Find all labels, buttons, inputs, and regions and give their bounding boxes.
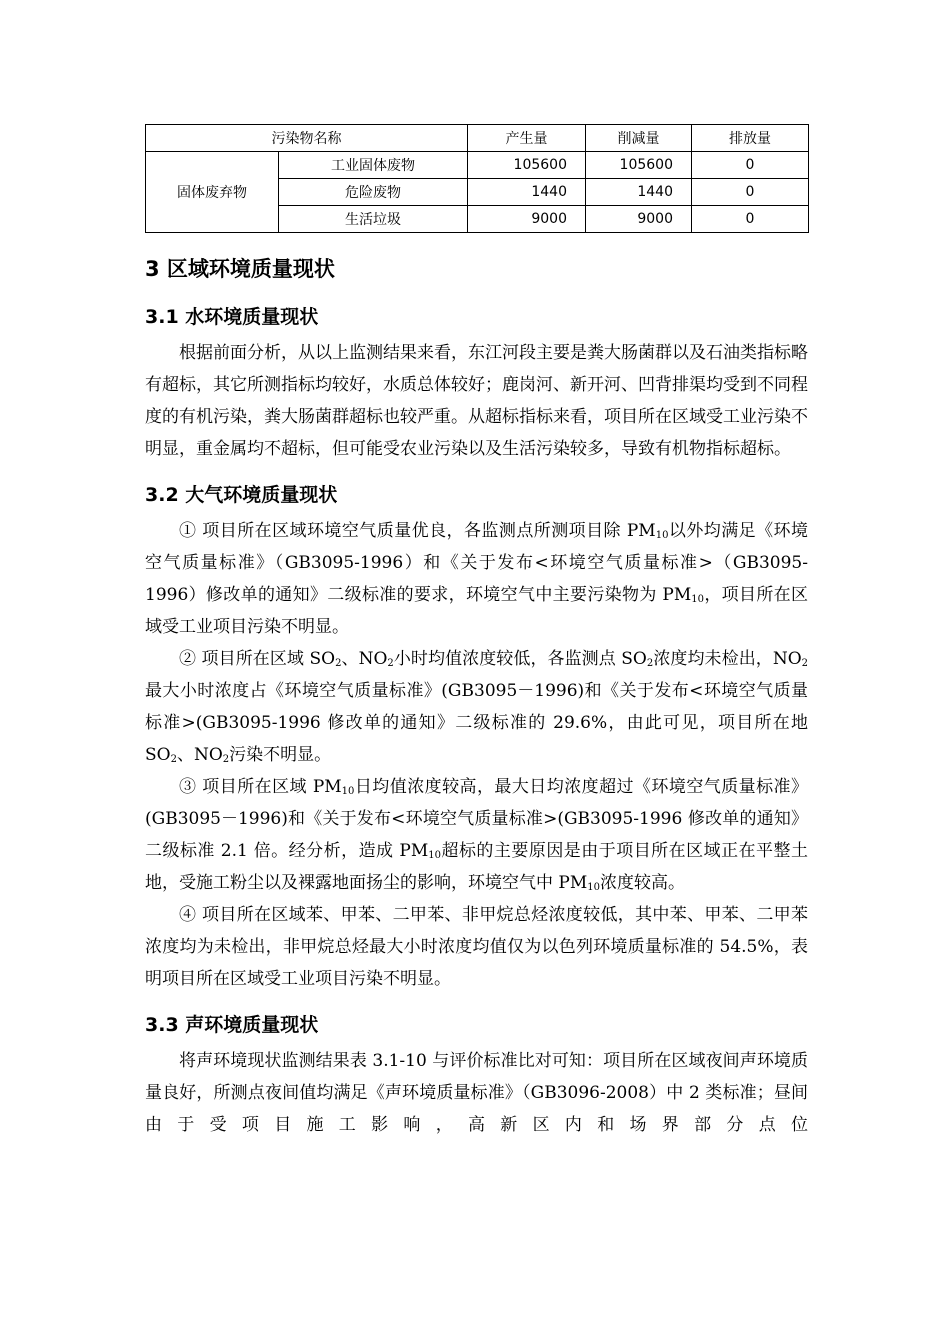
air-paragraph-3: ③ 项目所在区域 $PM_{10}$日均值浓度较高，最大日均浓度超过《环境空气质量标准》(GB3095－1996)和《关于发布<环境空气质量标准>(GB3095-1996 修改单的通知》二级标准 2.1 倍。经分析，造成 $PM_{10}$超标的主要原因是由于项目所在区域正在平整土地，受施工粉尘以及裸露地面扬尘的影响，环境空气中 $PM_{10}$浓度较高。 (145, 777, 809, 893)
section-3-heading: 3 区域环境质量现状 (145, 257, 335, 281)
row-emitted: 0 (692, 152, 809, 179)
row-reduced: 9000 (586, 206, 692, 233)
table-row (146, 152, 809, 179)
document-page (145, 124, 808, 1141)
section-3-3-heading: 3.3 声环境质量现状 (145, 1014, 319, 1036)
header-reduced: 削减量 (586, 125, 692, 152)
row-produced: 1440 (468, 179, 586, 206)
air-paragraph-4: ④ 项目所在区域苯、甲苯、二甲苯、非甲烷总烃浓度较低，其中苯、甲苯、二甲苯浓度均为未检出，非甲烷总烃最大小时浓度均值仅为以色列环境质量标准的 54.5%，表明项目所在区域受工业项目污染不明显。 (145, 905, 808, 989)
section-3-3-paragraph: 将声环境现状监测结果表 3.1-10 与评价标准比对可知：项目所在区域夜间声环境质量良好，所测点夜间值均满足《声环境质量标准》（GB3096-2008）中 2 类标准；昼间由于受项目施工影响，高新区内和场界部分点位 (145, 1051, 808, 1135)
row-produced: 9000 (468, 206, 586, 233)
row-reduced: 1440 (586, 179, 692, 206)
air-paragraph-1: ① 项目所在区域环境空气质量优良，各监测点所测项目除 $PM_{10}$以外均满足《环境空气质量标准》（GB3095-1996）和《关于发布<环境空气质量标准>（GB3095-1996）修改单的通知》二级标准的要求，环境空气中主要污染物为 $PM_{10}$，项目所在区域受工业项目污染不明显。 (145, 521, 809, 637)
header-pollutant-name: 污染物名称 (146, 125, 468, 152)
table-header-row (146, 125, 809, 152)
row-produced: 105600 (468, 152, 586, 179)
header-emitted: 排放量 (692, 125, 809, 152)
row-name: 危险废物 (279, 179, 468, 206)
section-3-1-paragraph: 根据前面分析，从以上监测结果来看，东江河段主要是粪大肠菌群以及石油类指标略有超标，其它所测指标均较好，水质总体较好；鹿岗河、新开河、凹背排渠均受到不同程度的有机污染，粪大肠菌群超标也较严重。从超标指标来看，项目所在区域受工业污染不明显，重金属均不超标，但可能受农业污染以及生活污染较多，导致有机物指标超标。 (145, 343, 808, 459)
pollution-table (145, 124, 809, 233)
air-paragraph-2: ② 项目所在区域 $SO_2$、$NO_2$小时均值浓度较低，各监测点 $SO_2$浓度均未检出，$NO_2$最大小时浓度占《环境空气质量标准》(GB3095－1996)和《关于发布<环境空气质量标准>(GB3095-1996 修改单的通知》二级标准的 29.6%，由此可见，项目所在地 $SO_2$、$NO_2$污染不明显。 (145, 649, 809, 765)
row-reduced: 105600 (586, 152, 692, 179)
header-produced: 产生量 (468, 125, 586, 152)
group-label: 固体废弃物 (146, 152, 279, 233)
row-name: 生活垃圾 (279, 206, 468, 233)
section-3-2-heading: 3.2 大气环境质量现状 (145, 484, 338, 506)
section-3-1-heading: 3.1 水环境质量现状 (145, 306, 319, 328)
row-emitted: 0 (692, 206, 809, 233)
row-name: 工业固体废物 (279, 152, 468, 179)
row-emitted: 0 (692, 179, 809, 206)
